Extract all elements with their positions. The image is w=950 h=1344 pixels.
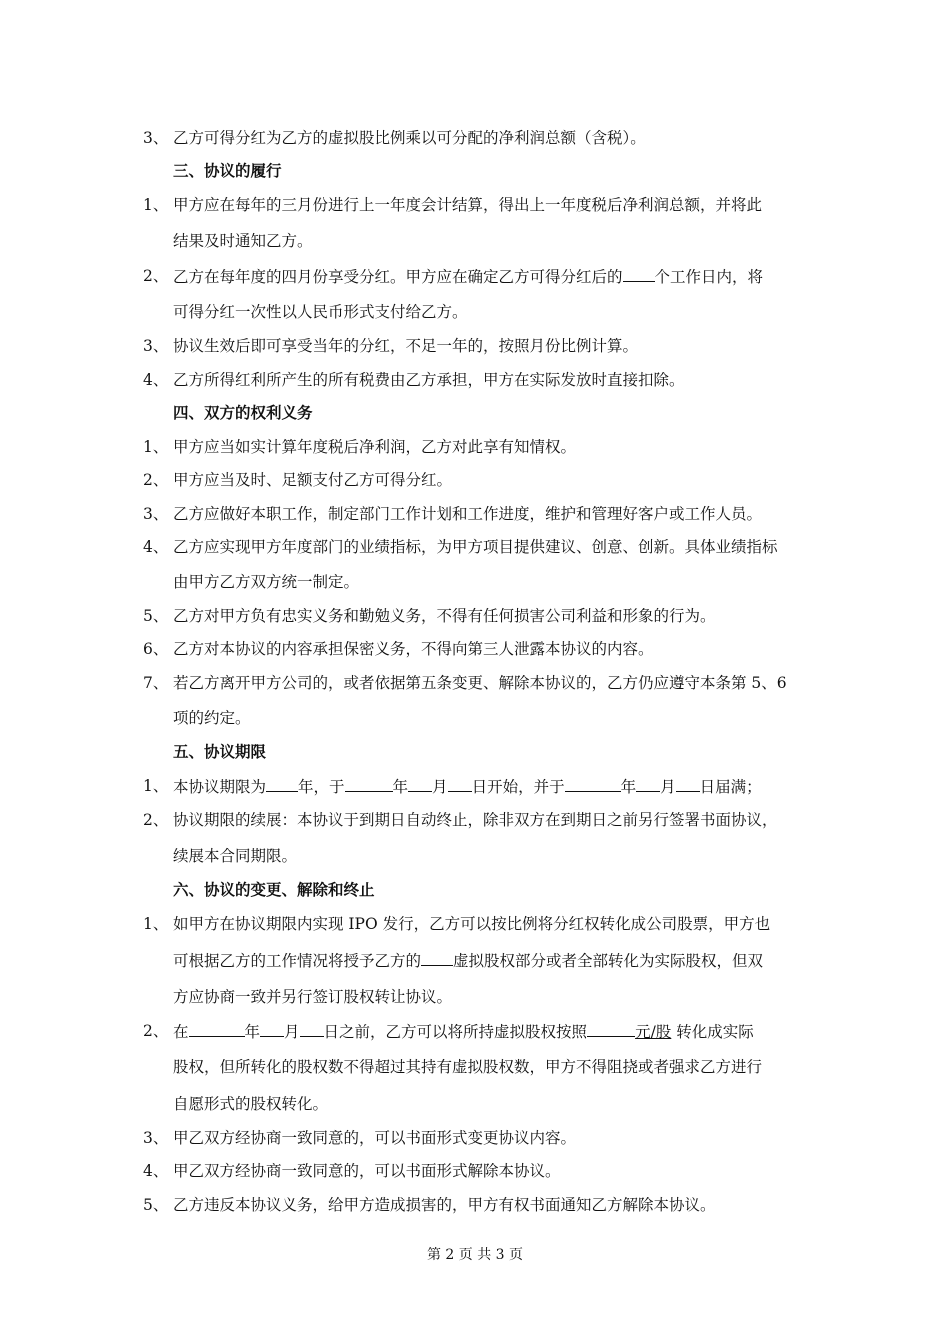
clause-text: 乙方对甲方负有忠实义务和勤勉义务，不得有任何损害公司利益和形象的行为。	[173, 607, 716, 625]
blank-field	[345, 775, 393, 792]
clause-text: 由甲方乙方双方统一制定。	[173, 573, 360, 591]
clause-number: 3、	[143, 1129, 169, 1147]
blank-field	[421, 949, 453, 966]
clause-text: 乙方对本协议的内容承担保密义务，不得向第三人泄露本协议的内容。	[173, 640, 654, 658]
clause-text: 乙方在每年度的四月份享受分红。甲方应在确定乙方可得分红后的 个工作日内，将	[173, 265, 763, 288]
clause-text: 续展本合同期限。	[173, 847, 298, 865]
blank-field	[623, 265, 655, 282]
clause-text: 若乙方离开甲方公司的，或者依据第五条变更、解除本协议的，乙方仍应遵守本条第 5、6	[173, 674, 787, 692]
section-title: 六、协议的变更、解除和终止	[173, 880, 375, 899]
clause-number: 1、	[143, 915, 169, 933]
clause-text: 甲方应当及时、足额支付乙方可得分红。	[173, 471, 453, 489]
clause-number: 3、	[143, 129, 169, 147]
clause-number: 1、	[143, 777, 169, 795]
clause-text: 方应协商一致并另行签订股权转让协议。	[173, 988, 453, 1006]
clause-number: 2、	[143, 811, 169, 829]
clause-text: 乙方违反本协议义务，给甲方造成损害的，甲方有权书面通知乙方解除本协议。	[173, 1196, 716, 1214]
clause-number: 1、	[143, 196, 169, 214]
clause-number: 5、	[143, 607, 169, 625]
clause-number: 2、	[143, 267, 169, 285]
clause-text: 甲乙双方经协商一致同意的，可以书面形式变更协议内容。	[173, 1129, 577, 1147]
clause-text: 乙方应实现甲方年度部门的业绩指标，为甲方项目提供建议、创意、创新。具体业绩指标	[173, 538, 778, 556]
clause-text: 乙方可得分红为乙方的虚拟股比例乘以可分配的净利润总额（含税）。	[173, 129, 646, 147]
clause-text: 协议期限的续展：本协议于到期日自动终止，除非双方在到期日之前另行签署书面协议，	[173, 811, 778, 829]
blank-field	[300, 1020, 324, 1037]
clause-number: 5、	[143, 1196, 169, 1214]
clause-number: 3、	[143, 337, 169, 355]
clause-text: 甲方应当如实计算年度税后净利润，乙方对此享有知情权。	[173, 438, 577, 456]
clause-number: 6、	[143, 640, 169, 658]
clause-text: 乙方所得红利所产生的所有税费由乙方承担，甲方在实际发放时直接扣除。	[173, 371, 685, 389]
clause-text: 如甲方在协议期限内实现 IPO 发行，乙方可以按比例将分红权转化成公司股票，甲方也	[173, 915, 771, 933]
clause-text: 协议生效后即可享受当年的分红，不足一年的，按照月份比例计算。	[173, 337, 639, 355]
clause-number: 3、	[143, 505, 169, 523]
clause-text: 项的约定。	[173, 709, 251, 727]
section-title: 三、协议的履行	[173, 161, 282, 180]
clause-number: 2、	[143, 1022, 169, 1040]
clause-number: 2、	[143, 471, 169, 489]
blank-field	[408, 775, 432, 792]
clause-text: 在 年 月 日之前，乙方可以将所持虚拟股权按照 元/股 转化成实际	[173, 1020, 754, 1043]
section-title: 四、双方的权利义务	[173, 403, 313, 422]
blank-field	[260, 1020, 284, 1037]
clause-number: 4、	[143, 1162, 169, 1180]
clause-number: 1、	[143, 438, 169, 456]
clause-text: 乙方应做好本职工作，制定部门工作计划和工作进度，维护和管理好客户或工作人员。	[173, 505, 763, 523]
blank-field	[448, 775, 472, 792]
blank-field	[587, 1020, 635, 1037]
clause-text: 结果及时通知乙方。	[173, 232, 313, 250]
unit-label: 元/股	[635, 1023, 672, 1041]
page-footer: 第 2 页 共 3 页	[426, 1247, 524, 1263]
clause-number: 4、	[143, 538, 169, 556]
blank-field	[636, 775, 660, 792]
clause-text: 甲方应在每年的三月份进行上一年度会计结算，得出上一年度税后净利润总额，并将此	[173, 196, 763, 214]
blank-field	[676, 775, 700, 792]
clause-text: 可根据乙方的工作情况将授予乙方的 虚拟股权部分或者全部转化为实际股权，但双	[173, 949, 763, 972]
blank-field	[189, 1020, 245, 1037]
clause-text: 甲乙双方经协商一致同意的，可以书面形式解除本协议。	[173, 1162, 561, 1180]
clause-text: 股权，但所转化的股权数不得超过其持有虚拟股权数，甲方不得阻挠或者强求乙方进行	[173, 1058, 763, 1076]
clause-text: 自愿形式的股权转化。	[173, 1095, 329, 1113]
clause-text: 可得分红一次性以人民币形式支付给乙方。	[173, 303, 468, 321]
blank-field	[266, 775, 298, 792]
clause-number: 7、	[143, 674, 169, 692]
blank-field	[565, 775, 621, 792]
section-title: 五、协议期限	[173, 742, 267, 761]
clause-text: 本协议期限为 年，于 年 月 日开始，并于 年 月 日届满；	[173, 775, 762, 798]
clause-number: 4、	[143, 371, 169, 389]
